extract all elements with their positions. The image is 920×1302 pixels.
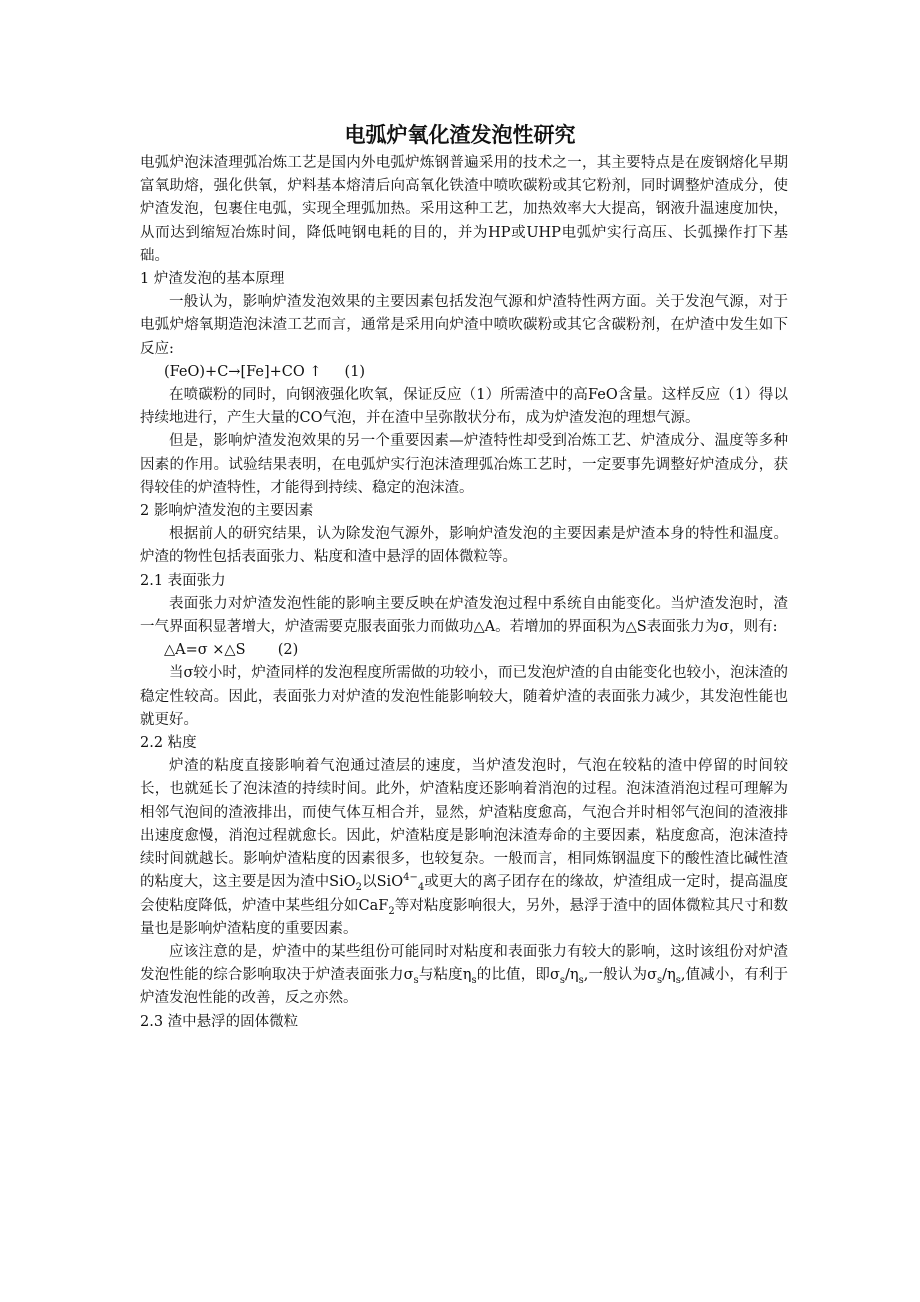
text-run: 与粘度η — [418, 967, 472, 984]
superscript: 4− — [403, 872, 418, 884]
text-run: ,一般认为σ — [583, 967, 657, 984]
subscript: 2 — [388, 905, 395, 917]
section-2-1-paragraph-1: 表面张力对炉渣发泡性能的影响主要反映在炉渣发泡过程中系统自由能变化。当炉渣发泡时，渣一气界面积显著增大，炉渣需要克服表面张力而做功△A。若增加的界面积为△S表面张力为σ，则有: — [140, 595, 788, 636]
text-run: 炉渣的粘度直接影响着气泡通过渣层的速度，当炉渣发泡时，气泡在较粘的渣中停留的时间较长，也就延长了泡沫渣的持续时间。此外，炉渣粘度还影响着消泡的过程。泡沫渣消泡过程可理解为相邻气泡间的渣液排出，而使气体互相合并，显然，炉渣粘度愈高，气泡合并时相邻气泡间的渣液排出速度愈慢，消泡过程就愈长。因此，炉渣粘度是影响泡沫渣寿命的主要因素，粘度愈高，泡沫渣持续时间就越长。影响炉渣粘度的因素很多，也较复杂。一般而言，相同炼钢温度下的酸性渣比碱性渣的粘度大，这主要是因为渣中SiO — [140, 758, 788, 891]
section-2-2-paragraph-1 — [140, 755, 788, 941]
text-run: /η — [662, 967, 676, 984]
text-run: 以SiO — [362, 874, 404, 891]
subscript: s — [559, 975, 566, 986]
section-2-heading: 2 影响炉渣发泡的主要因素 — [140, 503, 314, 520]
text-run: /η — [565, 967, 579, 984]
section-1-paragraph-3: 但是，影响炉渣发泡效果的另一个重要因素—炉渣特性却受到冶炼工艺、炉渣成分、温度等多种因素的作用。试验结果表明，在电弧炉实行泡沫渣理弧冶炼工艺时，一定要事先调整好炉渣成分，获得较佳的炉渣特性，才能得到持续、稳定的泡沫渣。 — [140, 433, 788, 496]
text-run: 的比值，即σ — [476, 967, 560, 984]
section-2-paragraph-1: 根据前人的研究结果，认为除发泡气源外，影响炉渣发泡的主要因素是炉渣本身的特性和温度。炉渣的物性包括表面张力、粘度和渣中悬浮的固体微粒等。 — [140, 526, 788, 566]
formula-1: (FeO)+C→[Fe]+CO ↑ (1) — [164, 363, 366, 380]
formula-2: △A=σ ×△S (2) — [164, 642, 299, 659]
subscript: s — [578, 975, 584, 986]
section-2-2-heading: 2.2 粘度 — [140, 735, 197, 752]
intro-paragraph: 电弧炉泡沫渣理弧冶炼工艺是国内外电弧炉炼钢普遍采用的技术之一，其主要特点是在废钢熔化早期富氧助熔，强化供氧，炉料基本熔清后向高氧化铁渣中喷吹碳粉或其它粉剂，同时调整炉渣成分，使炉渣发泡，包裹住电弧，实现全理弧加热。采用这种工艺，加热效率大大提高，钢液升温速度加快，从而达到缩短冶炼时间，降低吨钢电耗的目的，并为HP或UHP电弧炉实行高压、长弧操作打下基础。 — [140, 155, 788, 264]
text-run: 或更大的离子团存在的缘故，炉渣组成一定时，提高温度会使粘度降低，炉渣中某些组分如CaF — [140, 874, 788, 914]
section-1-paragraph-2: 在喷碳粉的同时，向钢液强化吹氧，保证反应（1）所需渣中的高FeO含量。这样反应（1）得以持续地进行，产生大量的CO气泡，并在渣中呈弥散状分布，成为炉渣发泡的理想气源。 — [140, 387, 788, 427]
section-2-1-paragraph-2: 当σ较小时，炉渣同样的发泡程度所需做的功较小，而已发泡炉渣的自由能变化也较小，泡沫渣的稳定性较高。因此，表面张力对炉渣的发泡性能影响较大，随着炉渣的表面张力减少，其发泡性能也就更好。 — [140, 665, 788, 728]
subscript: s — [657, 975, 663, 986]
document-body — [140, 152, 788, 1034]
subscript: s — [413, 975, 419, 986]
text-run: 应该注意的是，炉渣中的某些组份可能同时对粘度和表面张力有较大的影响，这时该组份对炉渣发泡性能的综合影响取决于炉渣表面张力σ — [140, 943, 788, 984]
page-title: 电弧炉氧化渣发泡性研究 — [344, 123, 576, 147]
section-2-2-paragraph-2 — [140, 941, 788, 1011]
text-run: ,值减小，有利于炉渣发泡性能的改善，反之亦然。 — [140, 967, 788, 1007]
section-2-1-heading: 2.1 表面张力 — [140, 572, 226, 589]
section-2-3-heading: 2.3 渣中悬浮的固体微粒 — [140, 1013, 299, 1030]
subscript: s — [675, 975, 681, 986]
section-1-paragraph-1: 一般认为，影响炉渣发泡效果的主要因素包括发泡气源和炉渣特性两方面。关于发泡气源，对于电弧炉熔氧期造泡沫渣工艺而言，通常是采用向炉渣中喷吹碳粉或其它含碳粉剂，在炉渣中发生如下反应: — [140, 294, 788, 357]
subscript: s — [471, 975, 477, 986]
subscript: 4 — [417, 882, 425, 894]
subscript: 2 — [355, 882, 363, 894]
text-run: 等对粘度影响很大，另外，悬浮于渣中的固体微粒其尺寸和数量也是影响炉渣粘度的重要因素。 — [140, 897, 788, 937]
section-1-heading: 1 炉渣发泡的基本原理 — [140, 271, 285, 288]
